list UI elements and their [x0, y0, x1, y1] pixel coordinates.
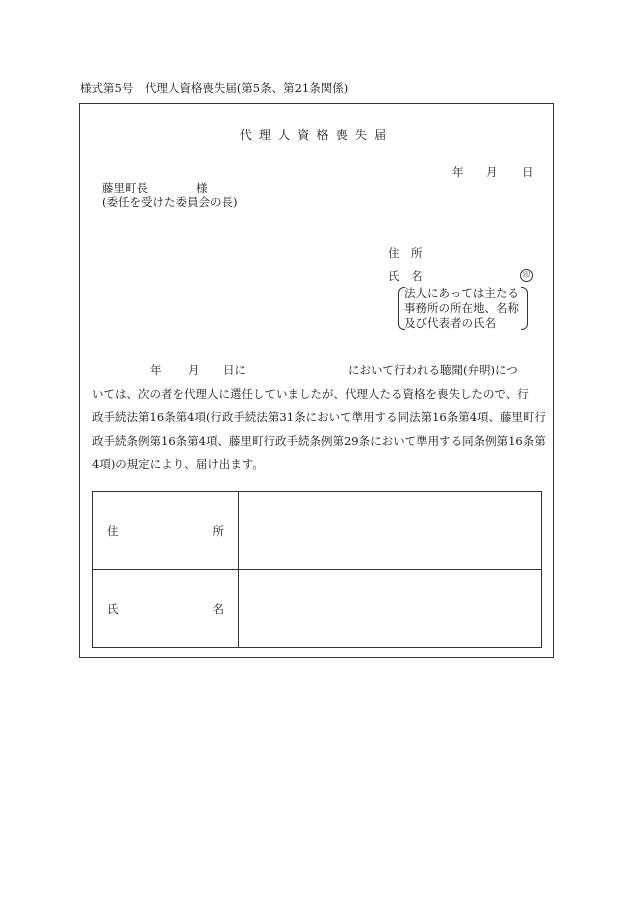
date-year: 年: [452, 165, 464, 179]
body-paragraph: [92, 359, 547, 477]
form-title: 代理人資格喪失届: [239, 128, 394, 142]
address-label-cell: [93, 492, 239, 570]
corporation-note: [398, 286, 528, 330]
name-label-b: 名: [212, 601, 224, 616]
date-day: 日: [522, 165, 534, 179]
form-frame: [79, 103, 554, 658]
date-month: 月: [486, 165, 498, 179]
form-number-label: 様式第5号 代理人資格喪失届(第5条、第21条関係): [80, 81, 349, 95]
seal-mark: 印: [520, 269, 533, 282]
corp-note-line: 法人にあっては主たる: [404, 286, 519, 300]
right-bracket: [521, 287, 528, 330]
table-row: [93, 492, 542, 570]
applicant-address-label: 住 所: [388, 246, 423, 260]
body-month: 月: [188, 363, 200, 377]
address-value-cell[interactable]: [239, 492, 542, 570]
name-value-cell[interactable]: [239, 570, 542, 648]
addressee-name: 藤里町長: [102, 181, 148, 195]
address-label-b: 所: [212, 523, 224, 538]
body-line: 4項)の規定により、届け出ます。: [92, 457, 264, 471]
table-row: [93, 570, 542, 648]
body-year: 年: [150, 363, 162, 377]
corp-note-line: 及び代表者の氏名: [404, 316, 496, 330]
body-line1-rest: において行われる聴聞(弁明)につ: [348, 363, 518, 377]
body-line: 政手続条例第16条第4項、藤里町行政手続条例第29条において準用する同条例第16条第: [92, 433, 546, 448]
agent-info-table: [92, 491, 542, 648]
address-label-a: 住: [107, 523, 119, 538]
corp-note-line: 事務所の所在地、名称: [404, 301, 519, 315]
body-day: 日に: [223, 363, 246, 377]
body-line: 政手続法第16条第4項(行政手続法第31条において準用する同法第16条第4項、藤里町行: [92, 410, 547, 424]
name-label-a: 氏: [107, 601, 119, 616]
addressee-note: (委任を受けた委員会の長): [102, 195, 238, 209]
addressee-honorific: 様: [196, 181, 208, 195]
applicant-name-label: 氏 名: [388, 269, 423, 283]
body-line: いては、次の者を代理人に選任していましたが、代理人たる資格を喪失したので、行: [92, 386, 529, 401]
name-label-cell: [93, 570, 239, 648]
